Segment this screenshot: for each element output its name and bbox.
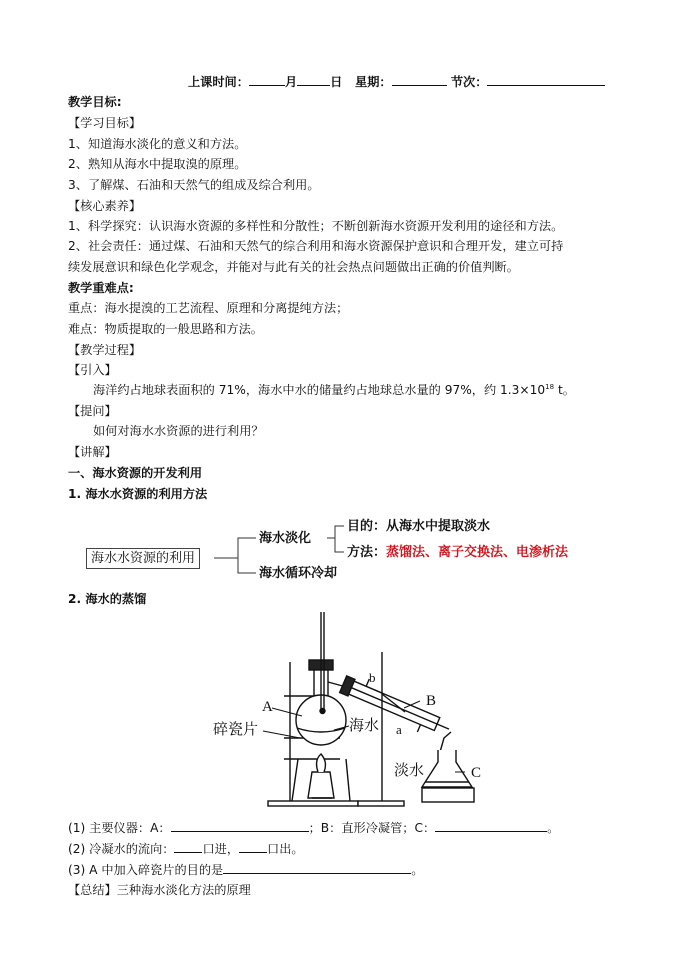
subsection-1-title: 1. 海水水资源的利用方法 bbox=[68, 487, 208, 501]
class-time-label: 上课时间： bbox=[188, 75, 249, 89]
core-literacy-2b: 续发展意识和绿色化学观念，并能对与此有关的社会热点问题做出正确的价值判断。 bbox=[68, 260, 519, 274]
q1-blank-c[interactable] bbox=[435, 821, 547, 832]
q2-prefix: (2) 冷凝水的流向： bbox=[68, 842, 175, 856]
intro-title: 【引入】 bbox=[68, 363, 117, 377]
q2-middle: 口进， bbox=[202, 842, 240, 856]
day-label: 日 bbox=[330, 75, 343, 89]
intro-text-b: t。 bbox=[554, 383, 575, 397]
key-point: 重点：海水提溴的工艺流程、原理和分离提纯方法； bbox=[68, 301, 349, 315]
intro-text-a: 海洋约占地球表面积的 71%，海水中水的储量约占地球总水量的 97%，约 1.3×10 bbox=[93, 383, 546, 397]
section-title: 一、海水资源的开发利用 bbox=[68, 466, 203, 480]
hard-point: 难点：物质提取的一般思路和方法。 bbox=[68, 322, 263, 336]
objectives-title: 教学目标: bbox=[68, 95, 122, 109]
label-b: b bbox=[369, 670, 376, 685]
mindmap-root: 海水水资源的利用 bbox=[86, 548, 200, 569]
q3-prefix: (3) A 中加入碎瓷片的目的是 bbox=[68, 863, 224, 877]
q3-blank[interactable] bbox=[223, 863, 411, 874]
question-1 bbox=[68, 821, 559, 834]
difficulty-title: 教学重难点: bbox=[68, 281, 134, 295]
q2-blank-in[interactable] bbox=[174, 842, 202, 853]
q1-end: 。 bbox=[547, 821, 560, 835]
q1-middle: ；B：直形冷凝管；C： bbox=[308, 821, 436, 835]
period-label: 节次： bbox=[450, 75, 488, 89]
lecture-title: 【讲解】 bbox=[68, 445, 117, 459]
core-literacy-2a: 2、社会责任：通过煤、石油和天然气的综合利用和海水资源保护意识和合理开发，建立可持 bbox=[68, 239, 564, 253]
mindmap-desalination: 海水淡化 bbox=[259, 531, 312, 546]
learning-goal-3: 3、了解煤、石油和天然气的组成及综合利用。 bbox=[68, 178, 320, 192]
label-B: B bbox=[426, 693, 437, 709]
question-title: 【提问】 bbox=[68, 404, 117, 418]
label-A: A bbox=[262, 699, 273, 715]
q2-blank-out[interactable] bbox=[239, 842, 267, 853]
question-2 bbox=[68, 842, 304, 855]
learning-goal-1: 1、知道海水淡化的意义和方法。 bbox=[68, 137, 247, 151]
mindmap-method-value: 蒸馏法、离子交换法、电渗析法 bbox=[386, 545, 569, 560]
intro-exponent: 18 bbox=[545, 383, 555, 391]
process-title: 【教学过程】 bbox=[68, 343, 142, 357]
label-freshwater: 淡水 bbox=[394, 761, 425, 779]
q1-blank-a[interactable] bbox=[171, 821, 309, 832]
mindmap-cooling: 海水循环冷却 bbox=[259, 566, 338, 581]
month-label: 月 bbox=[284, 75, 298, 89]
learning-goal-2: 2、熟知从海水中提取溴的原理。 bbox=[68, 157, 247, 171]
question-text: 如何对海水水资源的进行利用？ bbox=[93, 424, 264, 438]
q3-end: 。 bbox=[411, 863, 424, 877]
question-3 bbox=[68, 863, 423, 876]
core-literacy-1: 1、科学探究：认识海水资源的多样性和分散性；不断创新海水资源开发利用的途径和方法。 bbox=[68, 219, 564, 233]
subsection-2-title: 2. 海水的蒸馏 bbox=[68, 592, 147, 606]
mindmap-goal: 目的：从海水中提取淡水 bbox=[347, 519, 491, 534]
core-literacy-title: 【核心素养】 bbox=[68, 199, 142, 213]
mindmap-method-label: 方法： bbox=[347, 545, 387, 560]
label-C: C bbox=[471, 765, 482, 781]
summary: 【总结】三种海水淡化方法的原理 bbox=[68, 883, 251, 897]
label-chips: 碎瓷片 bbox=[213, 720, 259, 738]
weekday-label: 星期： bbox=[355, 75, 392, 89]
q1-prefix: (1) 主要仪器：A： bbox=[68, 821, 171, 835]
label-seawater: 海水 bbox=[349, 716, 380, 734]
label-a: a bbox=[396, 722, 402, 737]
learning-goals-title: 【学习目标】 bbox=[68, 116, 142, 130]
q2-end: 口出。 bbox=[267, 842, 304, 856]
